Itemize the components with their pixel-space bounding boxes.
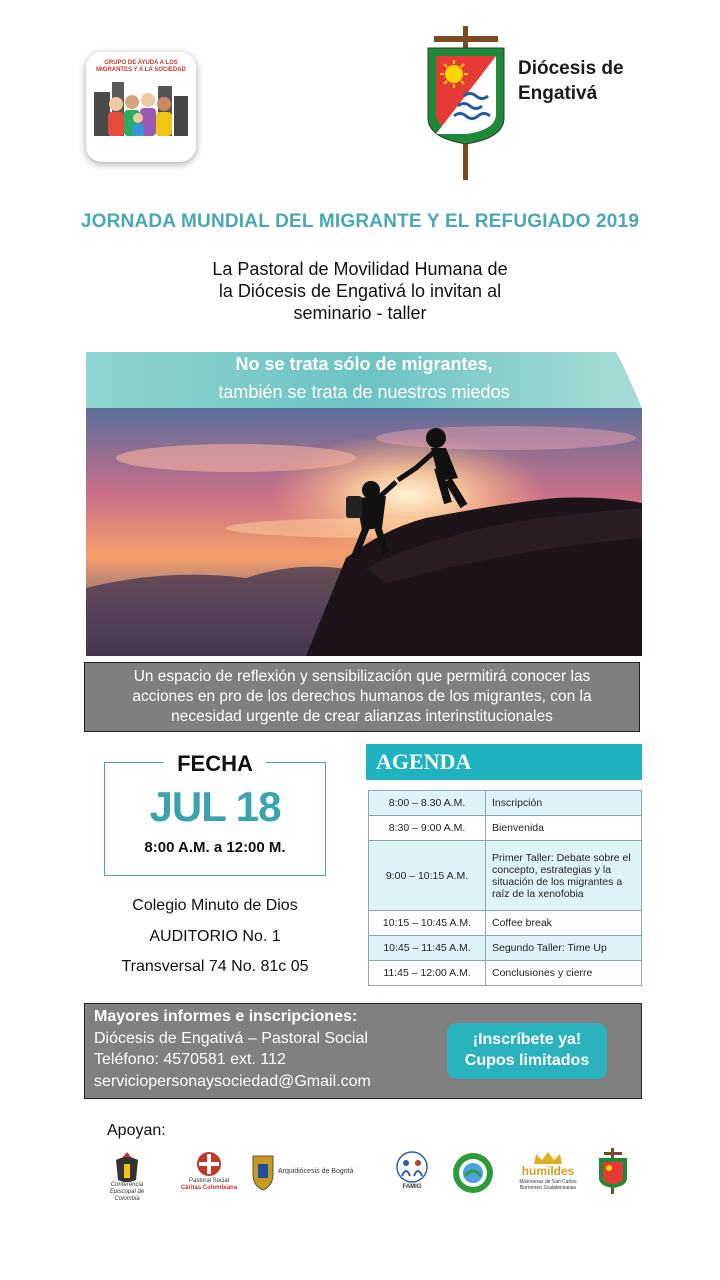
arquidiocesis-caption: Arquidiócesis de Bogotá (278, 1168, 354, 1175)
caritas-top-caption: Pastoral Social (188, 1178, 230, 1184)
agenda-activity: Conclusiones y cierre (486, 961, 642, 986)
register-button[interactable] (447, 1023, 607, 1079)
invitation-line1: La Pastoral de Movilidad Humana de (212, 259, 508, 279)
agenda-time: 10:15 – 10:45 A.M. (369, 911, 486, 936)
cec-crest-icon (104, 1150, 150, 1184)
contact-org: Diócesis de Engativá – Pastoral Social (94, 1030, 368, 1047)
arquidiocesis-shield-icon (250, 1152, 276, 1192)
agenda-row (369, 816, 642, 841)
contact-title: Mayores informes e inscripciones: (94, 1008, 358, 1025)
contact-phone: Teléfono: 4570581 ext. 112 (94, 1051, 286, 1068)
famig-logo (392, 1150, 432, 1196)
agenda-activity: Bienvenida (486, 816, 642, 841)
hero-subline: también se trata de nuestros miedos (218, 382, 510, 402)
migrant-group-logo (86, 52, 196, 162)
diocese-small-shield-icon (596, 1148, 630, 1194)
agenda-row (369, 911, 642, 936)
agenda-activity: Coffee break (486, 911, 642, 936)
contact-email[interactable]: serviciopersonaysociedad@Gmail.com (94, 1073, 371, 1090)
hero-headline: No se trata sólo de migrantes, (235, 354, 493, 374)
agenda-time: 8:30 – 9:00 A.M. (369, 816, 486, 841)
agenda-row (369, 936, 642, 961)
diocese-name-line2: Engativá (518, 83, 598, 104)
agenda-time: 10:45 – 11:45 A.M. (369, 936, 486, 961)
agenda-table (368, 790, 642, 986)
diocese-name (518, 56, 624, 106)
caritas-logo (180, 1150, 238, 1196)
event-time: 8:00 A.M. a 12:00 M. (144, 839, 286, 856)
sponsors-label: Apoyan: (107, 1122, 166, 1139)
venue-address: Transversal 74 No. 81c 05 (121, 958, 309, 975)
agenda-activity: Segundo Taller: Time Up (486, 936, 642, 961)
agenda-row (369, 791, 642, 816)
date-label: FECHA (164, 751, 266, 777)
event-title: JORNADA MUNDIAL DEL MIGRANTE Y EL REFUGIADO 2019 (80, 211, 640, 232)
agenda-row (369, 961, 642, 986)
caritas-cross-icon (180, 1150, 238, 1178)
famig-family-icon (392, 1150, 432, 1184)
agenda-time: 9:00 – 10:15 A.M. (369, 841, 486, 911)
description-line1: Un espacio de reflexión y sensibilización que permitirá conocer las (133, 668, 591, 685)
agenda-activity: Inscripción (486, 791, 642, 816)
invitation-line2: la Diócesis de Engativá lo invitan al (218, 281, 502, 301)
diocese-coat-of-arms (424, 26, 508, 180)
logo-caption: GRUPO DE AYUDA A LOS MIGRANTES Y A LA SOCIEDAD (96, 60, 186, 73)
register-line2: Cupos limitados (464, 1052, 590, 1069)
people-city-icon (86, 52, 196, 162)
description-box (84, 662, 640, 732)
invitation-text (160, 258, 560, 324)
event-date: JUL 18 (149, 783, 281, 830)
humildes-caption: humildes (521, 1164, 575, 1178)
arquidiocesis-logo (250, 1150, 374, 1196)
diocese-name-line1: Diócesis de (518, 58, 624, 79)
register-line1: ¡Inscríbete ya! (472, 1031, 582, 1048)
agenda-time: 8:00 – 8.30 A.M. (369, 791, 486, 816)
agenda-time: 11:45 – 12:00 A.M. (369, 961, 486, 986)
scalabrini-green-seal-icon (450, 1152, 496, 1194)
description-line3: necesidad urgente de crear alianzas interinstitucionales (171, 708, 553, 725)
invitation-line3: seminario - taller (293, 303, 427, 323)
agenda-row (369, 841, 642, 911)
famig-caption: FAMIG (402, 1184, 422, 1190)
cec-caption: Conferencia Episcopal de Colombia (109, 1182, 145, 1202)
agenda-header: AGENDA (366, 744, 642, 780)
sunset-climbers-photo (86, 408, 642, 656)
caritas-caption: Cáritas Colombiana (180, 1185, 238, 1191)
episcopal-conference-logo (104, 1150, 150, 1202)
venue-place: Colegio Minuto de Dios (132, 897, 298, 914)
description-line2: acciones en pro de los derechos humanos de los migrantes, con la (132, 688, 592, 705)
agenda-activity: Primer Taller: Debate sobre el concepto, estrategias y la situación de los migrantes a raíz de la xenofobia (486, 841, 642, 911)
humildes-logo (516, 1150, 580, 1196)
humildes-subcaption: Misioneras de San Carlos Borromeo Scalabrinianas (519, 1179, 577, 1191)
venue-room: AUDITORIO No. 1 (149, 928, 281, 945)
